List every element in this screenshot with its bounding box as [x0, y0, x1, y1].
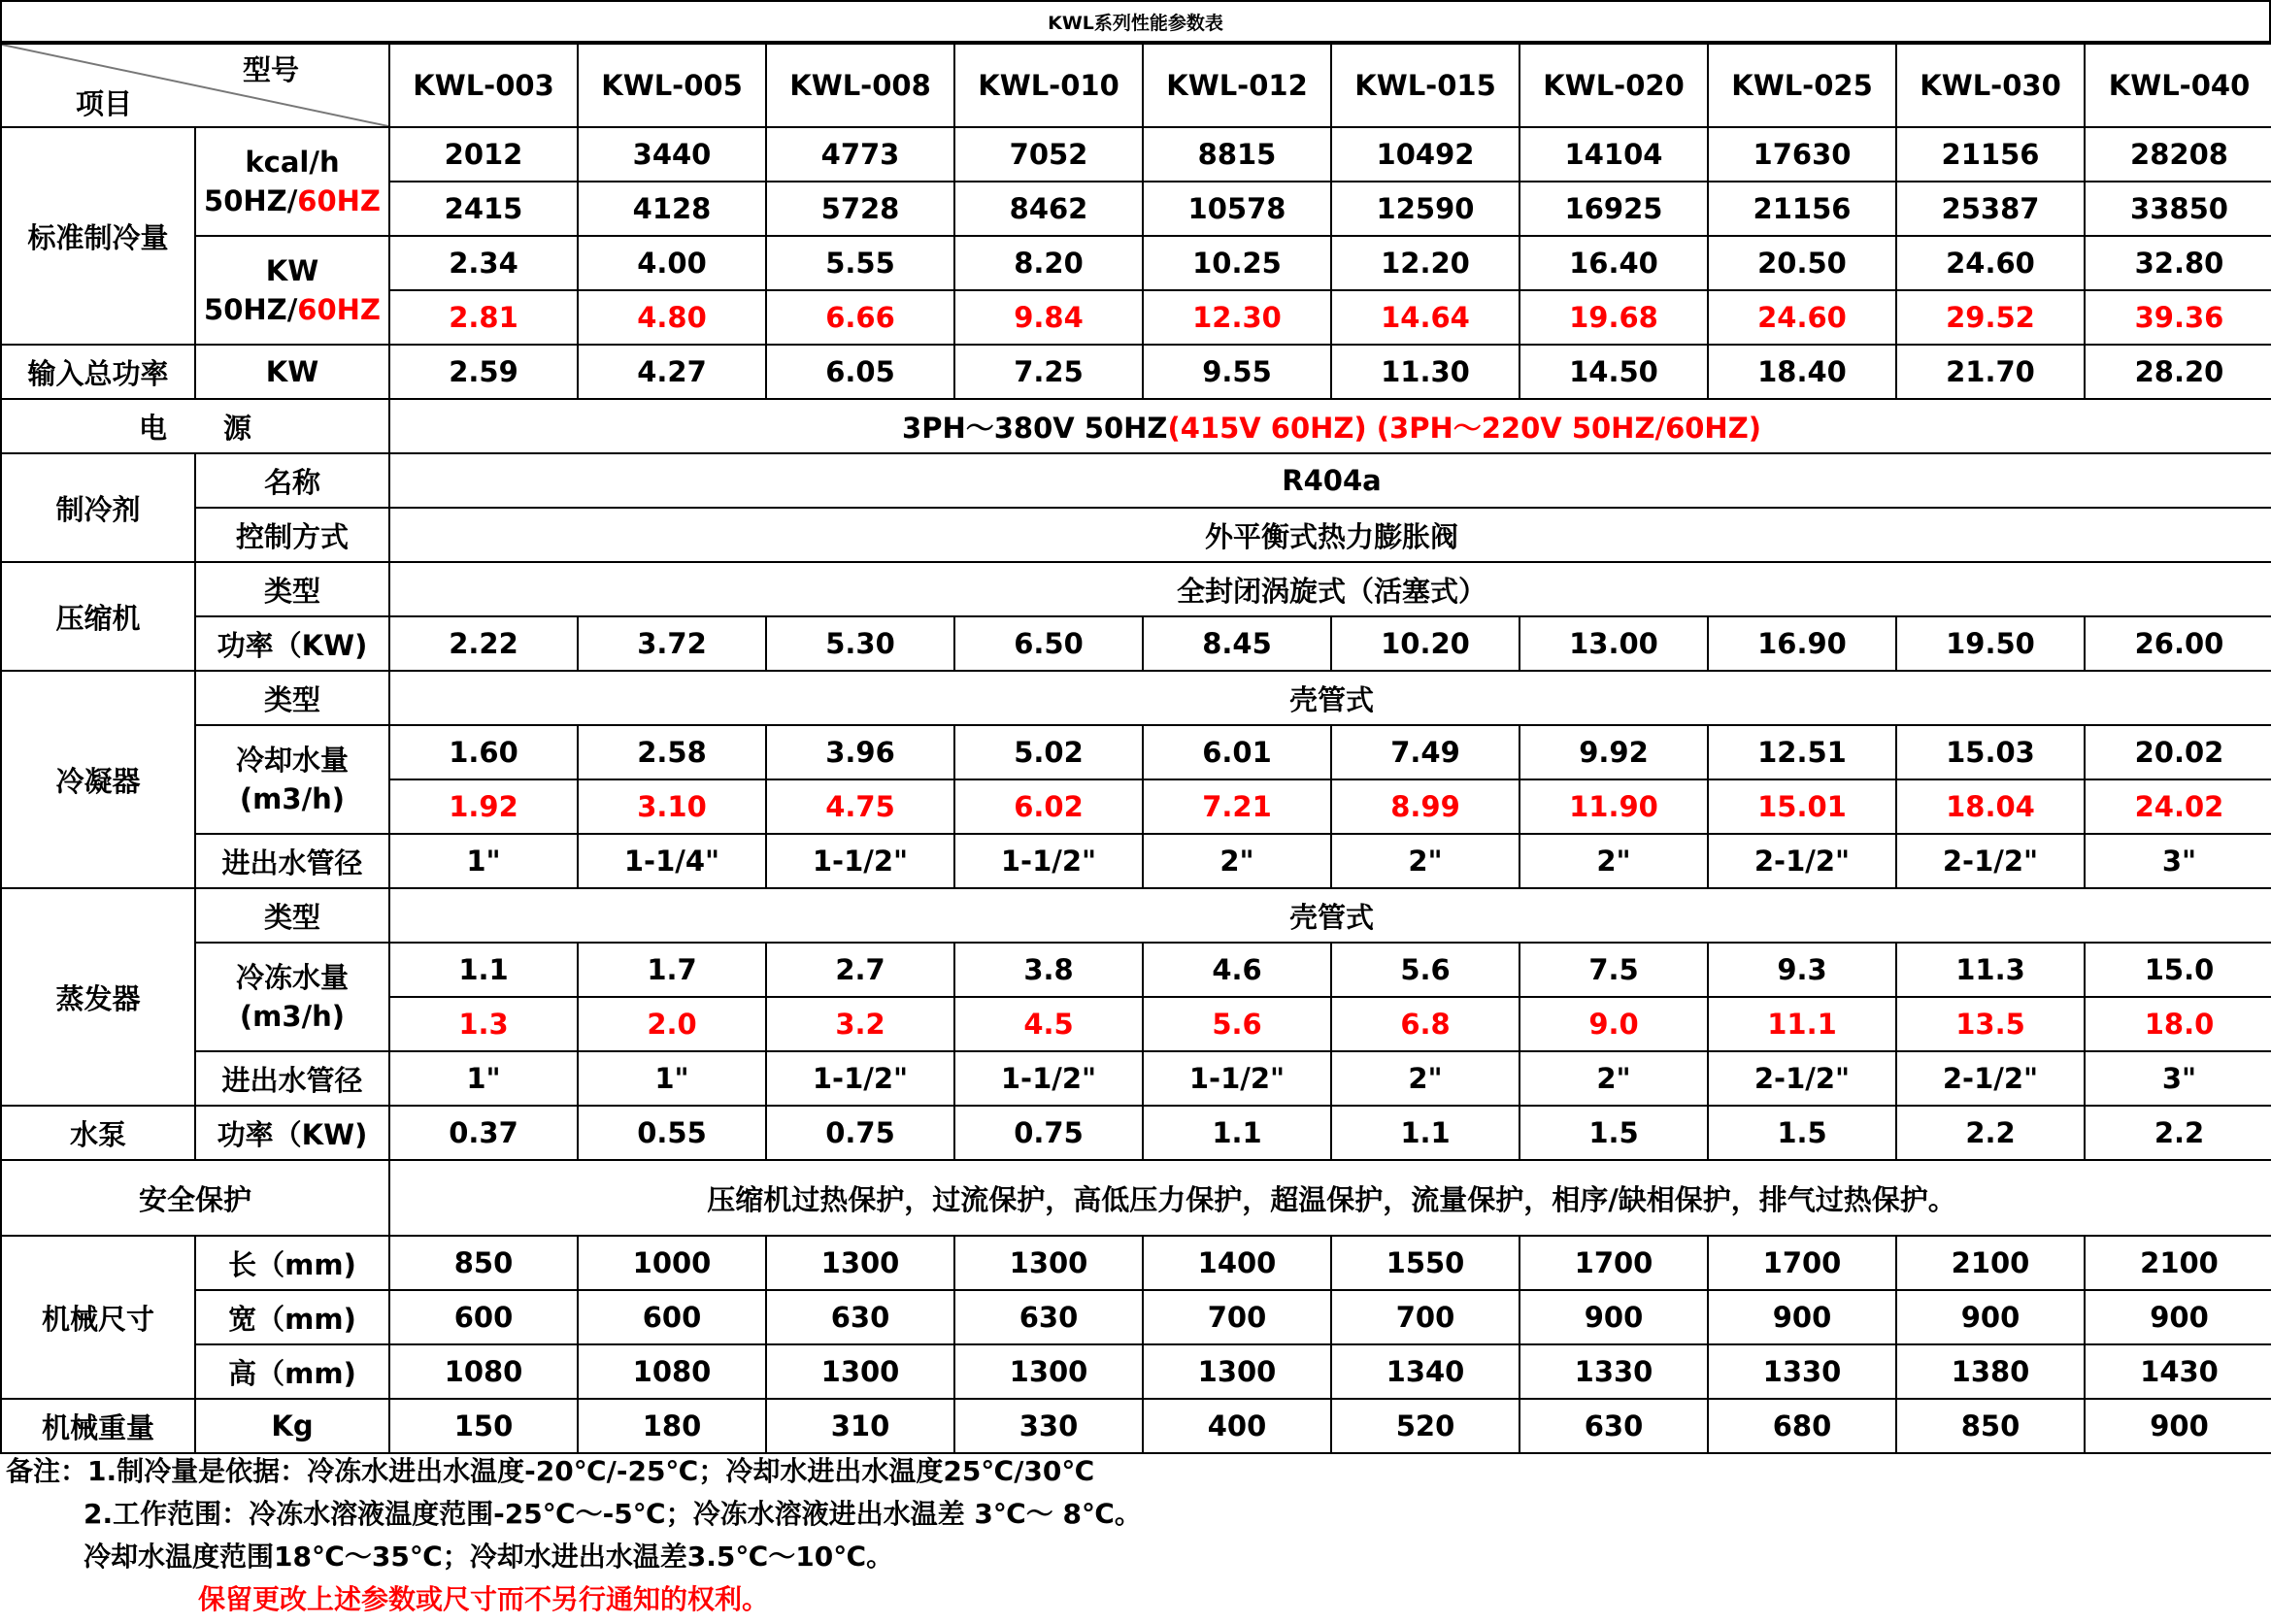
weight-8: 680	[1708, 1399, 1896, 1453]
dimensions-label: 机械尺寸	[1, 1236, 195, 1399]
power-supply-value	[389, 399, 2271, 453]
evaporator-flow-50-6: 5.6	[1331, 943, 1520, 997]
evaporator-pipe-9: 2-1/2"	[1896, 1051, 2085, 1106]
condenser-flow-label-b: (m3/h)	[239, 782, 346, 815]
kw-60-5: 12.30	[1143, 290, 1331, 345]
weight-1: 150	[389, 1399, 578, 1453]
kw-50-3: 5.55	[766, 236, 954, 290]
width-7: 900	[1520, 1290, 1708, 1344]
condenser-pipe-2: 1-1/4"	[578, 834, 766, 888]
weight-6: 520	[1331, 1399, 1520, 1453]
height-5: 1300	[1143, 1344, 1331, 1399]
compressor-type-label: 类型	[195, 562, 389, 616]
kcal-50-2: 3440	[578, 127, 766, 182]
kw-50-4: 8.20	[954, 236, 1143, 290]
pump-label: 水泵	[1, 1106, 195, 1160]
kw-unit-text: KW	[265, 254, 319, 287]
weight-4: 330	[954, 1399, 1143, 1453]
condenser-pipe-6: 2"	[1331, 834, 1520, 888]
cooling-kw-unit	[195, 236, 389, 345]
evaporator-flow-label-b: (m3/h)	[239, 1000, 346, 1033]
evaporator-flow-60-5: 5.6	[1143, 997, 1331, 1051]
condenser-flow-60-5: 7.21	[1143, 779, 1331, 834]
kw-50-7: 16.40	[1520, 236, 1708, 290]
kcal-50-8: 17630	[1708, 127, 1896, 182]
compressor-power-2: 3.72	[578, 616, 766, 671]
kw-60-4: 9.84	[954, 290, 1143, 345]
condenser-pipe-1: 1"	[389, 834, 578, 888]
kcal-50-3: 4773	[766, 127, 954, 182]
kw-freq-a: 50HZ/	[204, 293, 298, 326]
model-label: 型号	[242, 53, 299, 86]
model-6: KWL-015	[1331, 44, 1520, 127]
evaporator-pipe-6: 2"	[1331, 1051, 1520, 1106]
condenser-flow-50-8: 12.51	[1708, 725, 1896, 779]
pump-power-8: 1.5	[1708, 1106, 1896, 1160]
compressor-power-1: 2.22	[389, 616, 578, 671]
weight-label: 机械重量	[1, 1399, 195, 1453]
width-label: 宽（mm)	[195, 1290, 389, 1344]
condenser-flow-60-7: 11.90	[1520, 779, 1708, 834]
kcal-50-7: 14104	[1520, 127, 1708, 182]
cooling-group-label: 标准制冷量	[1, 127, 195, 345]
compressor-power-3: 5.30	[766, 616, 954, 671]
compressor-power-6: 10.20	[1331, 616, 1520, 671]
width-9: 900	[1896, 1290, 2085, 1344]
length-label: 长（mm)	[195, 1236, 389, 1290]
safety-row	[1, 1160, 2271, 1236]
condenser-pipe-4: 1-1/2"	[954, 834, 1143, 888]
kw-50-1: 2.34	[389, 236, 578, 290]
weight-10: 900	[2085, 1399, 2271, 1453]
kw-60-1: 2.81	[389, 290, 578, 345]
refrigerant-control-row	[1, 508, 2271, 562]
kcal-50-4: 7052	[954, 127, 1143, 182]
evaporator-flow-50-8: 9.3	[1708, 943, 1896, 997]
evaporator-type-row	[1, 888, 2271, 943]
condenser-pipe-5: 2"	[1143, 834, 1331, 888]
evaporator-flow-50-4: 3.8	[954, 943, 1143, 997]
compressor-type-row	[1, 562, 2271, 616]
condenser-flow-60-6: 8.99	[1331, 779, 1520, 834]
model-10: KWL-040	[2085, 44, 2271, 127]
pump-power-10: 2.2	[2085, 1106, 2271, 1160]
height-10: 1430	[2085, 1344, 2271, 1399]
kw-50-6: 12.20	[1331, 236, 1520, 290]
evaporator-flow-60-4: 4.5	[954, 997, 1143, 1051]
evaporator-pipe-5: 1-1/2"	[1143, 1051, 1331, 1106]
condenser-flow-60-1: 1.92	[389, 779, 578, 834]
width-10: 900	[2085, 1290, 2271, 1344]
kcal-60-4: 8462	[954, 182, 1143, 236]
condenser-flow-50-4: 5.02	[954, 725, 1143, 779]
refrigerant-control-value: 外平衡式热力膨胀阀	[389, 508, 2271, 562]
kcal-50-5: 8815	[1143, 127, 1331, 182]
width-1: 600	[389, 1290, 578, 1344]
compressor-label: 压缩机	[1, 562, 195, 671]
evaporator-type-label: 类型	[195, 888, 389, 943]
kw-50-10: 32.80	[2085, 236, 2271, 290]
cooling-kcal-50-row	[1, 127, 2271, 182]
evaporator-pipe-4: 1-1/2"	[954, 1051, 1143, 1106]
condenser-flow-50-5: 6.01	[1143, 725, 1331, 779]
condenser-flow-60-10: 24.02	[2085, 779, 2271, 834]
condenser-flow-50-row	[1, 725, 2271, 779]
safety-value: 压缩机过热保护，过流保护，高低压力保护，超温保护，流量保护，相序/缺相保护，排气过热保护。	[389, 1160, 2271, 1236]
input-power-4: 7.25	[954, 345, 1143, 399]
condenser-flow-50-10: 20.02	[2085, 725, 2271, 779]
evaporator-flow-50-1: 1.1	[389, 943, 578, 997]
kw-60-7: 19.68	[1520, 290, 1708, 345]
model-5: KWL-012	[1143, 44, 1331, 127]
length-8: 1700	[1708, 1236, 1896, 1290]
length-6: 1550	[1331, 1236, 1520, 1290]
input-power-row	[1, 345, 2271, 399]
safety-label: 安全保护	[1, 1160, 389, 1236]
pump-power-5: 1.1	[1143, 1106, 1331, 1160]
input-power-2: 4.27	[578, 345, 766, 399]
condenser-flow-60-3: 4.75	[766, 779, 954, 834]
pump-power-6: 1.1	[1331, 1106, 1520, 1160]
length-1: 850	[389, 1236, 578, 1290]
height-6: 1340	[1331, 1344, 1520, 1399]
pump-power-label: 功率（KW)	[195, 1106, 389, 1160]
input-power-3: 6.05	[766, 345, 954, 399]
pump-row	[1, 1106, 2271, 1160]
evaporator-flow-50-2: 1.7	[578, 943, 766, 997]
length-9: 2100	[1896, 1236, 2085, 1290]
condenser-type-label: 类型	[195, 671, 389, 725]
length-7: 1700	[1520, 1236, 1708, 1290]
model-7: KWL-020	[1520, 44, 1708, 127]
length-3: 1300	[766, 1236, 954, 1290]
evaporator-flow-50-10: 15.0	[2085, 943, 2271, 997]
kw-50-5: 10.25	[1143, 236, 1331, 290]
evaporator-flow-60-6: 6.8	[1331, 997, 1520, 1051]
kw-50-8: 20.50	[1708, 236, 1896, 290]
cooling-kcal-unit	[195, 127, 389, 236]
evaporator-pipe-3: 1-1/2"	[766, 1051, 954, 1106]
evaporator-label: 蒸发器	[1, 888, 195, 1106]
kw-60-10: 39.36	[2085, 290, 2271, 345]
evaporator-flow-50-7: 7.5	[1520, 943, 1708, 997]
condenser-pipe-8: 2-1/2"	[1708, 834, 1896, 888]
evaporator-flow-60-10: 18.0	[2085, 997, 2271, 1051]
evaporator-flow-60-2: 2.0	[578, 997, 766, 1051]
condenser-label: 冷凝器	[1, 671, 195, 888]
header-row	[1, 44, 2271, 127]
refrigerant-name-row	[1, 453, 2271, 508]
weight-unit: Kg	[195, 1399, 389, 1453]
compressor-power-10: 26.00	[2085, 616, 2271, 671]
condenser-pipe-7: 2"	[1520, 834, 1708, 888]
compressor-power-7: 13.00	[1520, 616, 1708, 671]
evaporator-type-value: 壳管式	[389, 888, 2271, 943]
input-power-unit: KW	[195, 345, 389, 399]
kcal-60-3: 5728	[766, 182, 954, 236]
condenser-type-row	[1, 671, 2271, 725]
input-power-7: 14.50	[1520, 345, 1708, 399]
spec-table	[0, 43, 2271, 1454]
refrigerant-label: 制冷剂	[1, 453, 195, 562]
pump-power-3: 0.75	[766, 1106, 954, 1160]
kcal-unit-text: kcal/h	[245, 146, 340, 179]
evaporator-pipe-10: 3"	[2085, 1051, 2271, 1106]
power-supply-red: (415V 60HZ) (3PH～220V 50HZ/60HZ)	[1167, 411, 1761, 445]
refrigerant-name-value: R404a	[389, 453, 2271, 508]
evaporator-flow-label	[195, 943, 389, 1051]
condenser-flow-50-6: 7.49	[1331, 725, 1520, 779]
kcal-60-5: 10578	[1143, 182, 1331, 236]
kw-60-3: 6.66	[766, 290, 954, 345]
power-supply-row	[1, 399, 2271, 453]
width-2: 600	[578, 1290, 766, 1344]
table-title: KWL系列性能参数表	[0, 0, 2271, 43]
width-3: 630	[766, 1290, 954, 1344]
weight-5: 400	[1143, 1399, 1331, 1453]
condenser-flow-50-1: 1.60	[389, 725, 578, 779]
compressor-power-label: 功率（KW)	[195, 616, 389, 671]
kcal-60-9: 25387	[1896, 182, 2085, 236]
weight-row	[1, 1399, 2271, 1453]
input-power-label: 输入总功率	[1, 345, 195, 399]
note-line-3: 冷却水温度范围18℃～35℃；冷却水进出水温差3.5℃～10℃。	[83, 1541, 894, 1573]
input-power-8: 18.40	[1708, 345, 1896, 399]
notes	[6, 1450, 1142, 1621]
condenser-flow-60-9: 18.04	[1896, 779, 2085, 834]
input-power-5: 9.55	[1143, 345, 1331, 399]
kcal-60-6: 12590	[1331, 182, 1520, 236]
kcal-60-2: 4128	[578, 182, 766, 236]
condenser-pipe-9: 2-1/2"	[1896, 834, 2085, 888]
compressor-power-4: 6.50	[954, 616, 1143, 671]
input-power-9: 21.70	[1896, 345, 2085, 399]
model-4: KWL-010	[954, 44, 1143, 127]
length-2: 1000	[578, 1236, 766, 1290]
condenser-flow-60-4: 6.02	[954, 779, 1143, 834]
pump-power-1: 0.37	[389, 1106, 578, 1160]
height-4: 1300	[954, 1344, 1143, 1399]
condenser-pipe-label: 进出水管径	[195, 834, 389, 888]
height-1: 1080	[389, 1344, 578, 1399]
length-5: 1400	[1143, 1236, 1331, 1290]
model-2: KWL-005	[578, 44, 766, 127]
input-power-10: 28.20	[2085, 345, 2271, 399]
condenser-flow-50-7: 9.92	[1520, 725, 1708, 779]
refrigerant-control-label: 控制方式	[195, 508, 389, 562]
condenser-flow-50-9: 15.03	[1896, 725, 2085, 779]
condenser-flow-label-a: 冷却水量	[235, 744, 349, 777]
compressor-power-8: 16.90	[1708, 616, 1896, 671]
model-8: KWL-025	[1708, 44, 1896, 127]
model-1: KWL-003	[389, 44, 578, 127]
model-9: KWL-030	[1896, 44, 2085, 127]
dimension-length-row	[1, 1236, 2271, 1290]
kw-60-8: 24.60	[1708, 290, 1896, 345]
height-2: 1080	[578, 1344, 766, 1399]
input-power-1: 2.59	[389, 345, 578, 399]
evaporator-flow-50-row	[1, 943, 2271, 997]
evaporator-flow-60-9: 13.5	[1896, 997, 2085, 1051]
evaporator-flow-60-1: 1.3	[389, 997, 578, 1051]
condenser-flow-50-2: 2.58	[578, 725, 766, 779]
weight-7: 630	[1520, 1399, 1708, 1453]
dimension-width-row	[1, 1290, 2271, 1344]
kw-freq-b: 60HZ	[297, 293, 381, 326]
width-4: 630	[954, 1290, 1143, 1344]
kcal-50-10: 28208	[2085, 127, 2271, 182]
condenser-pipe-10: 3"	[2085, 834, 2271, 888]
width-5: 700	[1143, 1290, 1331, 1344]
kcal-freq-a: 50HZ/	[204, 184, 298, 217]
note-line-1: 备注：1.制冷量是依据：冷冻水进出水温度-20℃/-25℃；冷却水进出水温度25℃/30℃	[6, 1455, 1095, 1487]
height-3: 1300	[766, 1344, 954, 1399]
kcal-60-8: 21156	[1708, 182, 1896, 236]
refrigerant-name-label: 名称	[195, 453, 389, 508]
evaporator-flow-60-7: 9.0	[1520, 997, 1708, 1051]
compressor-power-9: 19.50	[1896, 616, 2085, 671]
kw-50-9: 24.60	[1896, 236, 2085, 290]
kw-60-9: 29.52	[1896, 290, 2085, 345]
evaporator-pipe-row	[1, 1051, 2271, 1106]
evaporator-pipe-8: 2-1/2"	[1708, 1051, 1896, 1106]
compressor-type-value: 全封闭涡旋式（活塞式）	[389, 562, 2271, 616]
pump-power-4: 0.75	[954, 1106, 1143, 1160]
item-label: 项目	[76, 87, 133, 120]
kw-60-6: 14.64	[1331, 290, 1520, 345]
kcal-freq-b: 60HZ	[297, 184, 381, 217]
condenser-type-value: 壳管式	[389, 671, 2271, 725]
width-8: 900	[1708, 1290, 1896, 1344]
dimension-height-row	[1, 1344, 2271, 1399]
kw-60-2: 4.80	[578, 290, 766, 345]
power-supply-black: 3PH～380V 50HZ	[902, 411, 1168, 445]
evaporator-flow-50-3: 2.7	[766, 943, 954, 997]
evaporator-flow-50-5: 4.6	[1143, 943, 1331, 997]
compressor-power-5: 8.45	[1143, 616, 1331, 671]
condenser-flow-50-3: 3.96	[766, 725, 954, 779]
pump-power-9: 2.2	[1896, 1106, 2085, 1160]
evaporator-pipe-1: 1"	[389, 1051, 578, 1106]
evaporator-flow-label-a: 冷冻水量	[235, 961, 349, 994]
note-line-2: 2.工作范围：冷冻水溶液温度范围-25℃～-5℃；冷冻水溶液进出水温差 3℃～ 8℃。	[83, 1498, 1142, 1530]
condenser-flow-60-8: 15.01	[1708, 779, 1896, 834]
kcal-60-7: 16925	[1520, 182, 1708, 236]
length-4: 1300	[954, 1236, 1143, 1290]
evaporator-pipe-7: 2"	[1520, 1051, 1708, 1106]
weight-9: 850	[1896, 1399, 2085, 1453]
header-corner	[1, 44, 389, 127]
pump-power-2: 0.55	[578, 1106, 766, 1160]
kcal-50-1: 2012	[389, 127, 578, 182]
evaporator-flow-50-9: 11.3	[1896, 943, 2085, 997]
condenser-flow-60-2: 3.10	[578, 779, 766, 834]
model-3: KWL-008	[766, 44, 954, 127]
input-power-6: 11.30	[1331, 345, 1520, 399]
width-6: 700	[1331, 1290, 1520, 1344]
kcal-50-6: 10492	[1331, 127, 1520, 182]
note-line-4: 保留更改上述参数或尺寸而不另行通知的权利。	[198, 1583, 770, 1615]
kw-50-2: 4.00	[578, 236, 766, 290]
kcal-50-9: 21156	[1896, 127, 2085, 182]
evaporator-pipe-2: 1"	[578, 1051, 766, 1106]
condenser-flow-label	[195, 725, 389, 834]
weight-3: 310	[766, 1399, 954, 1453]
height-label: 高（mm)	[195, 1344, 389, 1399]
evaporator-pipe-label: 进出水管径	[195, 1051, 389, 1106]
evaporator-flow-60-8: 11.1	[1708, 997, 1896, 1051]
evaporator-flow-60-3: 3.2	[766, 997, 954, 1051]
condenser-pipe-3: 1-1/2"	[766, 834, 954, 888]
height-9: 1380	[1896, 1344, 2085, 1399]
height-8: 1330	[1708, 1344, 1896, 1399]
compressor-power-row	[1, 616, 2271, 671]
height-7: 1330	[1520, 1344, 1708, 1399]
kcal-60-1: 2415	[389, 182, 578, 236]
power-supply-label: 电 源	[1, 399, 389, 453]
pump-power-7: 1.5	[1520, 1106, 1708, 1160]
length-10: 2100	[2085, 1236, 2271, 1290]
weight-2: 180	[578, 1399, 766, 1453]
condenser-pipe-row	[1, 834, 2271, 888]
kcal-60-10: 33850	[2085, 182, 2271, 236]
cooling-kw-50-row	[1, 236, 2271, 290]
